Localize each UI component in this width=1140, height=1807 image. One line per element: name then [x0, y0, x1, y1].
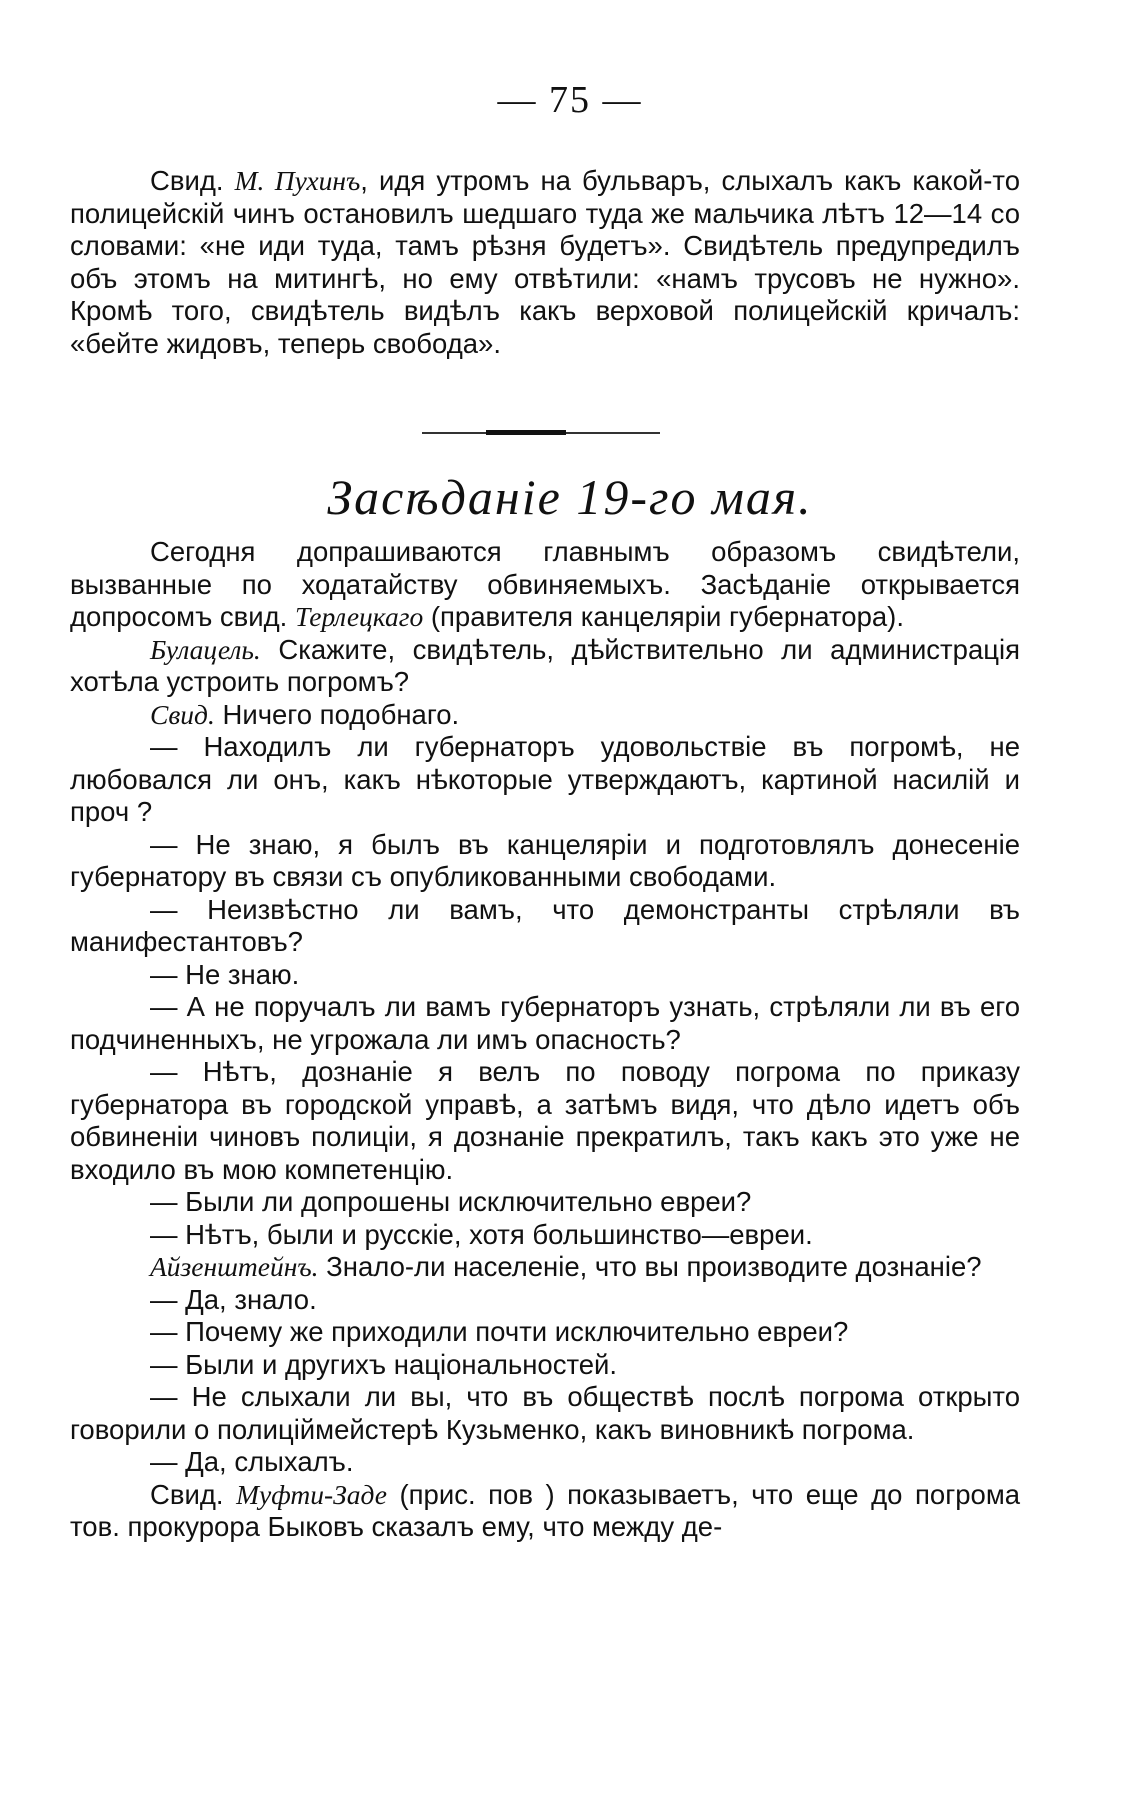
line-text: — Не знаю.: [150, 958, 300, 990]
line-text: Скажите, свидѣтель, дѣйствительно ли администрація хотѣла устроить погромъ?: [70, 633, 1020, 697]
paragraph-text: , идя утромъ на бульваръ, слыхалъ какъ какой-то полицейскій чинъ остановилъ шедшаго туда же мальчика лѣтъ 12—14 со словами: «не иди туда, тамъ рѣзня будетъ». Свидѣтель предупредилъ объ этомъ на митингѣ, но ему отвѣтили: «намъ трусовъ не нужно». Кромѣ того, свидѣтель видѣлъ какъ верховой полицейскій кричалъ: «бейте жидовъ, теперь свобода».: [70, 165, 1020, 359]
dialog-line: [70, 1186, 1020, 1219]
dialog-line: [70, 1056, 1020, 1186]
dialog-line: [70, 731, 1020, 829]
dialog-line: [70, 894, 1020, 959]
paragraph: [70, 165, 1020, 360]
intro-text: Сегодня допрашиваются главнымъ образомъ свидѣтели, вызванные по ходатайству обвиняемыхъ. Засѣданіе открывается допросомъ свид.: [70, 536, 1020, 632]
speaker-prefix: Свид.: [150, 165, 224, 196]
dialog-line: [70, 991, 1020, 1056]
dialog-line: [70, 959, 1020, 992]
line-text: — Нѣтъ, были и русскіе, хотя большинство—евреи.: [150, 1218, 813, 1250]
dialog-line: [70, 1251, 1020, 1284]
page-number: — 75 —: [497, 79, 643, 121]
closing-text: (прис. пов ) показываетъ, что еще до погрома тов. прокурора Быковъ сказалъ ему, что между де-: [70, 1478, 1021, 1542]
dialog-line: [70, 1316, 1020, 1349]
line-text: — Неизвѣстно ли вамъ, что демонстранты стрѣляли въ манифестантовъ?: [70, 893, 1020, 957]
session-transcript: [70, 536, 1020, 1544]
witness-name: Терлецкаго: [294, 601, 424, 632]
line-text: — Не слыхали ли вы, что въ обществѣ послѣ погрома открыто говорили о полиціймейстерѣ Кузьменко, какъ виновникѣ погрома.: [70, 1381, 1020, 1445]
line-text: — Нѣтъ, дознаніе я велъ по поводу погрома по приказу губернатора въ городской управѣ, а затѣмъ видя, что дѣло идетъ объ обвиненіи чиновъ полиціи, я дознаніе прекратилъ, такъ какъ это уже не входило въ мою компетенцію.: [70, 1056, 1020, 1185]
line-text: Знало-ли населеніе, что вы производите дознаніе?: [326, 1251, 982, 1282]
line-text: — Находилъ ли губернаторъ удовольствіе въ погромѣ, не любовался ли онъ, какъ нѣкоторые утверждаютъ, картиной насилій и проч ?: [70, 731, 1020, 827]
section-divider: [422, 432, 660, 434]
dialog-line: [70, 1219, 1020, 1252]
testimony-pukhin: [70, 165, 1020, 360]
line-text: — Почему же приходили почти исключительно евреи?: [150, 1316, 849, 1347]
dialog-line: [70, 1284, 1020, 1317]
line-text: — А не поручалъ ли вамъ губернаторъ узнать, стрѣляли ли въ его подчиненныхъ, не угрожала ли имъ опасность?: [70, 991, 1020, 1055]
line-text: Ничего подобнаго.: [222, 698, 460, 730]
dialog-line: [70, 1381, 1020, 1446]
closing-witness-name: Муфти-Заде: [236, 1478, 387, 1510]
line-text: — Да, слыхалъ.: [150, 1446, 354, 1477]
line-text: — Были и другихъ національностей.: [150, 1348, 618, 1380]
intro-paragraph: [70, 536, 1020, 634]
dialog-line: [70, 1446, 1020, 1479]
dialog-line: [70, 829, 1020, 894]
dialog-line: [70, 1349, 1020, 1382]
line-text: — Да, знало.: [150, 1283, 317, 1315]
line-text: — Были ли допрошены исключительно евреи?: [150, 1186, 752, 1217]
speaker: Булацель.: [150, 633, 261, 665]
section-heading: Засѣданіе 19-го мая.: [327, 469, 813, 525]
closing-prefix: Свид.: [150, 1478, 224, 1510]
line-text: — Не знаю, я былъ въ канцеляріи и подготовлялъ донесеніе губернатору въ связи съ опубликованными свободами.: [70, 828, 1020, 892]
closing-paragraph: [70, 1479, 1020, 1544]
dialog-line: [70, 699, 1020, 732]
speaker: Айзенштейнъ.: [150, 1251, 319, 1282]
dialog-line: [70, 634, 1020, 699]
intro-text-after: (правителя канцеляріи губернатора).: [430, 601, 904, 632]
speaker: Свид.: [150, 698, 215, 730]
speaker-name: М. Пухинъ: [234, 165, 361, 196]
